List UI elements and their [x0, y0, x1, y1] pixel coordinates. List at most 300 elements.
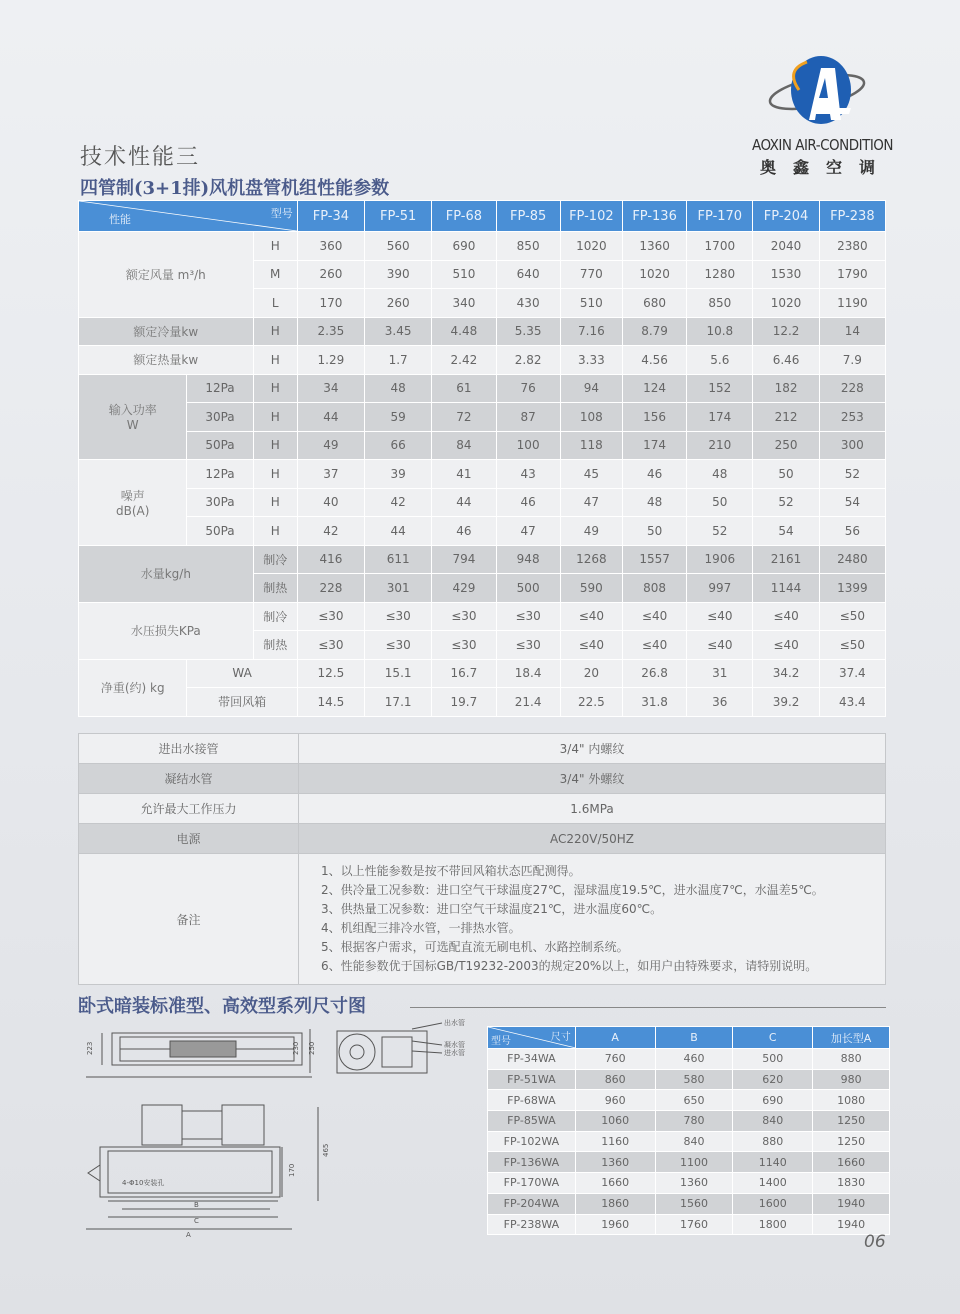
- value-cell: ≤40: [560, 602, 622, 631]
- value-cell: 66: [365, 431, 432, 460]
- value-cell: 41: [432, 460, 496, 489]
- pa-cell: 30Pa: [187, 488, 253, 517]
- value-cell: 34: [297, 374, 364, 403]
- value-cell: 253: [819, 403, 885, 432]
- dim-model-cell: FP-102WA: [488, 1131, 576, 1152]
- value-cell: 1.29: [297, 346, 364, 375]
- value-cell: 52: [819, 460, 885, 489]
- mode-cell: H: [253, 346, 297, 375]
- mode-cell: H: [253, 232, 297, 261]
- spec-value: 1.6MPa: [299, 794, 886, 824]
- mode-cell: H: [253, 431, 297, 460]
- value-cell: 16.7: [432, 659, 496, 688]
- value-cell: 22.5: [560, 688, 622, 717]
- dim-model-cell: FP-68WA: [488, 1090, 576, 1111]
- value-cell: 1906: [687, 545, 753, 574]
- dim-row: [488, 1069, 890, 1090]
- value-cell: 429: [432, 574, 496, 603]
- value-cell: 1399: [819, 574, 885, 603]
- row-label: 水量kg/h: [79, 545, 254, 602]
- value-cell: 1020: [622, 260, 686, 289]
- value-cell: 124: [622, 374, 686, 403]
- value-cell: 2380: [819, 232, 885, 261]
- value-cell: 500: [496, 574, 560, 603]
- pa-cell: 50Pa: [187, 431, 253, 460]
- mode-cell: WA: [187, 659, 297, 688]
- value-cell: 54: [819, 488, 885, 517]
- value-cell: 17.1: [365, 688, 432, 717]
- value-cell: 44: [365, 517, 432, 546]
- dim-value-cell: 880: [813, 1049, 890, 1070]
- note-line: 1、以上性能参数是按不带回风箱状态匹配测得。: [321, 864, 581, 878]
- dim-value-cell: 1800: [733, 1214, 813, 1235]
- value-cell: 31.8: [622, 688, 686, 717]
- dim-model-cell: FP-51WA: [488, 1069, 576, 1090]
- note-line: 2、供冷量工况参数：进口空气干球温度27℃，湿球温度19.5℃，进水温度7℃，水温差5℃。: [321, 883, 824, 897]
- value-cell: 340: [432, 289, 496, 318]
- value-cell: 2161: [753, 545, 819, 574]
- value-cell: 36: [687, 688, 753, 717]
- dim-d4-label: 465: [322, 1143, 330, 1157]
- dimension-title: 卧式暗装标准型、高效型系列尺寸图: [78, 996, 366, 1017]
- value-cell: 260: [365, 289, 432, 318]
- mode-cell: M: [253, 260, 297, 289]
- value-cell: 416: [297, 545, 364, 574]
- value-cell: 1360: [622, 232, 686, 261]
- dim-col-header: A: [575, 1027, 655, 1049]
- dim-value-cell: 1360: [655, 1173, 733, 1194]
- corner-perf-label: 性能: [109, 213, 131, 226]
- dim-value-cell: 580: [655, 1069, 733, 1090]
- dim-value-cell: 860: [575, 1069, 655, 1090]
- dim-value-cell: 1100: [655, 1152, 733, 1173]
- value-cell: ≤40: [687, 631, 753, 660]
- dim-row: [488, 1152, 890, 1173]
- value-cell: 72: [432, 403, 496, 432]
- dim-value-cell: 1600: [733, 1193, 813, 1214]
- model-header: FP-85: [496, 201, 560, 232]
- value-cell: 5.35: [496, 317, 560, 346]
- value-cell: 15.1: [365, 659, 432, 688]
- value-cell: 100: [496, 431, 560, 460]
- dim-value-cell: 960: [575, 1090, 655, 1111]
- dim-d3-label: 250: [308, 1041, 316, 1055]
- dim-value-cell: 880: [733, 1131, 813, 1152]
- value-cell: 52: [687, 517, 753, 546]
- value-cell: 360: [297, 232, 364, 261]
- value-cell: 47: [560, 488, 622, 517]
- noise-label-2: dB(A): [115, 503, 150, 518]
- spec-row: [79, 764, 886, 794]
- value-cell: 611: [365, 545, 432, 574]
- value-cell: 44: [297, 403, 364, 432]
- performance-table-body: [79, 232, 886, 717]
- model-header: FP-51: [365, 201, 432, 232]
- value-cell: 1020: [753, 289, 819, 318]
- model-header: FP-136: [622, 201, 686, 232]
- value-cell: ≤30: [496, 602, 560, 631]
- dim-header-row: [488, 1027, 890, 1049]
- value-cell: 3.45: [365, 317, 432, 346]
- row-label: 额定风量 m³/h: [79, 232, 254, 318]
- value-cell: 5.6: [687, 346, 753, 375]
- dim-row: [488, 1173, 890, 1194]
- value-cell: 48: [687, 460, 753, 489]
- table-row: [79, 688, 886, 717]
- value-cell: 12.5: [297, 659, 364, 688]
- power-label-1: 输入功率: [108, 403, 157, 418]
- value-cell: 1020: [560, 232, 622, 261]
- spec-value: AC220V/50HZ: [299, 824, 886, 854]
- inlet-pipe-label: 进水管: [444, 1049, 465, 1057]
- value-cell: 14.5: [297, 688, 364, 717]
- note-line: 4、机组配三排冷水管，一排热水管。: [321, 921, 521, 935]
- dim-value-cell: 780: [655, 1111, 733, 1132]
- note-line: 5、根据客户需求，可选配直流无刷电机、水路控制系统。: [321, 940, 629, 954]
- dim-row: [488, 1090, 890, 1111]
- mode-cell: 制热: [253, 631, 297, 660]
- title-rule: [410, 1007, 886, 1008]
- dim-d2-label: 230: [292, 1041, 300, 1055]
- dim-corner-cell: [488, 1027, 576, 1049]
- value-cell: ≤50: [819, 602, 885, 631]
- value-cell: 1790: [819, 260, 885, 289]
- mode-cell: 带回风箱: [187, 688, 297, 717]
- pa-cell: 12Pa: [187, 374, 253, 403]
- value-cell: 18.4: [496, 659, 560, 688]
- value-cell: 37.4: [819, 659, 885, 688]
- value-cell: 54: [753, 517, 819, 546]
- dimension-table: [487, 1026, 890, 1235]
- value-cell: 42: [365, 488, 432, 517]
- notes-cell: [299, 854, 886, 985]
- model-header: FP-238: [819, 201, 885, 232]
- table-row: [79, 602, 886, 631]
- value-cell: 56: [819, 517, 885, 546]
- value-cell: 48: [622, 488, 686, 517]
- value-cell: 37: [297, 460, 364, 489]
- value-cell: 590: [560, 574, 622, 603]
- model-header: FP-170: [687, 201, 753, 232]
- value-cell: 52: [753, 488, 819, 517]
- header-corner-cell: [79, 201, 298, 232]
- dim-c-label: C: [194, 1217, 199, 1225]
- value-cell: 1.7: [365, 346, 432, 375]
- spec-label: 进出水接管: [79, 734, 299, 764]
- table-row: [79, 431, 886, 460]
- value-cell: ≤40: [622, 631, 686, 660]
- value-cell: 43.4: [819, 688, 885, 717]
- dim-value-cell: 1400: [733, 1173, 813, 1194]
- pa-cell: 30Pa: [187, 403, 253, 432]
- value-cell: 1530: [753, 260, 819, 289]
- mode-cell: H: [253, 317, 297, 346]
- value-cell: 4.48: [432, 317, 496, 346]
- corner-model-label: 型号: [270, 207, 293, 220]
- mode-cell: H: [253, 460, 297, 489]
- power-label-2: W: [126, 418, 139, 433]
- spec-value: 3/4" 外螺纹: [299, 764, 886, 794]
- mode-cell: 制冷: [253, 545, 297, 574]
- section-title: 技术性能三: [80, 145, 201, 170]
- mode-cell: L: [253, 289, 297, 318]
- value-cell: 2480: [819, 545, 885, 574]
- dim-model-cell: FP-238WA: [488, 1214, 576, 1235]
- pa-cell: 12Pa: [187, 460, 253, 489]
- value-cell: 46: [496, 488, 560, 517]
- row-label: [79, 460, 187, 546]
- mode-cell: H: [253, 403, 297, 432]
- dim-row: [488, 1131, 890, 1152]
- value-cell: 84: [432, 431, 496, 460]
- value-cell: 1700: [687, 232, 753, 261]
- dim-value-cell: 1940: [813, 1214, 890, 1235]
- value-cell: 1144: [753, 574, 819, 603]
- spec-table: [78, 733, 886, 985]
- mode-cell: 制热: [253, 574, 297, 603]
- notes-label: 备注: [79, 854, 299, 985]
- value-cell: ≤30: [297, 631, 364, 660]
- value-cell: 808: [622, 574, 686, 603]
- value-cell: 10.8: [687, 317, 753, 346]
- value-cell: 44: [432, 488, 496, 517]
- value-cell: ≤40: [753, 631, 819, 660]
- value-cell: 7.16: [560, 317, 622, 346]
- value-cell: ≤30: [297, 602, 364, 631]
- dim-value-cell: 1860: [575, 1193, 655, 1214]
- noise-label-1: 噪声: [120, 488, 145, 503]
- table-row: [79, 488, 886, 517]
- dim-col-header: B: [655, 1027, 733, 1049]
- row-label: 额定冷量kw: [79, 317, 254, 346]
- value-cell: 510: [432, 260, 496, 289]
- dim-value-cell: 650: [655, 1090, 733, 1111]
- table-header-row: [79, 201, 886, 232]
- value-cell: 174: [687, 403, 753, 432]
- note-line: 6、性能参数优于国标GB/T19232-2003的规定20%以上，如用户由特殊要求，请特别说明。: [321, 959, 818, 973]
- dim-value-cell: 1660: [575, 1173, 655, 1194]
- value-cell: 170: [297, 289, 364, 318]
- note-line: 3、供热量工况参数：进口空气干球温度21℃，进水温度60℃。: [321, 902, 663, 916]
- value-cell: 43: [496, 460, 560, 489]
- value-cell: 2.35: [297, 317, 364, 346]
- value-cell: 510: [560, 289, 622, 318]
- value-cell: 997: [687, 574, 753, 603]
- dim-value-cell: 620: [733, 1069, 813, 1090]
- brand-name-en: AOXIN AIR-CONDITION: [752, 136, 894, 154]
- table-row: [79, 232, 886, 261]
- row-label: [79, 374, 187, 460]
- value-cell: 50: [622, 517, 686, 546]
- value-cell: 108: [560, 403, 622, 432]
- value-cell: 210: [687, 431, 753, 460]
- dim-a-label: A: [186, 1231, 191, 1239]
- value-cell: 770: [560, 260, 622, 289]
- value-cell: 560: [365, 232, 432, 261]
- dim-d5-label: 170: [288, 1163, 296, 1177]
- value-cell: 640: [496, 260, 560, 289]
- dim-row: [488, 1193, 890, 1214]
- value-cell: 48: [365, 374, 432, 403]
- pa-cell: 50Pa: [187, 517, 253, 546]
- dim-value-cell: 760: [575, 1049, 655, 1070]
- dim-corner-model: 型号: [491, 1036, 511, 1047]
- value-cell: 948: [496, 545, 560, 574]
- value-cell: 19.7: [432, 688, 496, 717]
- mode-cell: H: [253, 517, 297, 546]
- value-cell: 156: [622, 403, 686, 432]
- brand-name-cn: 奥鑫空调: [760, 158, 893, 177]
- value-cell: 301: [365, 574, 432, 603]
- model-header: FP-68: [432, 201, 496, 232]
- dim-model-cell: FP-34WA: [488, 1049, 576, 1070]
- value-cell: 1268: [560, 545, 622, 574]
- value-cell: 20: [560, 659, 622, 688]
- dim-value-cell: 840: [733, 1111, 813, 1132]
- dim-value-cell: 1080: [813, 1090, 890, 1111]
- value-cell: 2040: [753, 232, 819, 261]
- dim-value-cell: 1940: [813, 1193, 890, 1214]
- mount-hole-label: 4-Φ10安装孔: [122, 1179, 165, 1187]
- value-cell: 8.79: [622, 317, 686, 346]
- dim-corner-size: 尺寸: [550, 1032, 571, 1043]
- value-cell: 152: [687, 374, 753, 403]
- value-cell: 182: [753, 374, 819, 403]
- row-label: 额定热量kw: [79, 346, 254, 375]
- value-cell: 46: [622, 460, 686, 489]
- value-cell: 21.4: [496, 688, 560, 717]
- value-cell: ≤40: [622, 602, 686, 631]
- value-cell: 49: [297, 431, 364, 460]
- spec-row: [79, 824, 886, 854]
- dim-model-cell: FP-136WA: [488, 1152, 576, 1173]
- mode-cell: H: [253, 488, 297, 517]
- table-row: [79, 403, 886, 432]
- table-row: [79, 545, 886, 574]
- value-cell: ≤30: [365, 602, 432, 631]
- value-cell: 40: [297, 488, 364, 517]
- spec-value: 3/4" 内螺纹: [299, 734, 886, 764]
- value-cell: ≤30: [432, 631, 496, 660]
- dimension-drawing: [82, 1015, 472, 1245]
- value-cell: 87: [496, 403, 560, 432]
- value-cell: 690: [432, 232, 496, 261]
- dim-row: [488, 1214, 890, 1235]
- value-cell: 59: [365, 403, 432, 432]
- value-cell: ≤30: [432, 602, 496, 631]
- value-cell: ≤40: [687, 602, 753, 631]
- dim-col-header: 加长型A: [813, 1027, 890, 1049]
- value-cell: 2.82: [496, 346, 560, 375]
- value-cell: 42: [297, 517, 364, 546]
- value-cell: 430: [496, 289, 560, 318]
- value-cell: 45: [560, 460, 622, 489]
- table-row: [79, 460, 886, 489]
- value-cell: 6.46: [753, 346, 819, 375]
- dim-value-cell: 1360: [575, 1152, 655, 1173]
- dim-value-cell: 1760: [655, 1214, 733, 1235]
- dimension-table-body: [488, 1049, 890, 1235]
- value-cell: 76: [496, 374, 560, 403]
- spec-label: 允许最大工作压力: [79, 794, 299, 824]
- dim-value-cell: 1660: [813, 1152, 890, 1173]
- value-cell: ≤40: [560, 631, 622, 660]
- dim-value-cell: 1140: [733, 1152, 813, 1173]
- value-cell: 250: [753, 431, 819, 460]
- dim-col-header: C: [733, 1027, 813, 1049]
- page-number: 06: [864, 1232, 886, 1252]
- value-cell: ≤40: [753, 602, 819, 631]
- model-header: FP-204: [753, 201, 819, 232]
- value-cell: 26.8: [622, 659, 686, 688]
- dim-value-cell: 1960: [575, 1214, 655, 1235]
- value-cell: 260: [297, 260, 364, 289]
- value-cell: 50: [753, 460, 819, 489]
- mode-cell: 制冷: [253, 602, 297, 631]
- dim-value-cell: 690: [733, 1090, 813, 1111]
- value-cell: 34.2: [753, 659, 819, 688]
- value-cell: 3.33: [560, 346, 622, 375]
- dim-model-cell: FP-170WA: [488, 1173, 576, 1194]
- value-cell: 228: [297, 574, 364, 603]
- value-cell: 794: [432, 545, 496, 574]
- value-cell: ≤50: [819, 631, 885, 660]
- table-row: [79, 517, 886, 546]
- table-row: [79, 317, 886, 346]
- value-cell: 850: [687, 289, 753, 318]
- dim-value-cell: 1250: [813, 1111, 890, 1132]
- dim-value-cell: 1830: [813, 1173, 890, 1194]
- value-cell: 228: [819, 374, 885, 403]
- table-row: [79, 346, 886, 375]
- dim-value-cell: 1560: [655, 1193, 733, 1214]
- spec-row: [79, 734, 886, 764]
- value-cell: 47: [496, 517, 560, 546]
- value-cell: 680: [622, 289, 686, 318]
- value-cell: 39: [365, 460, 432, 489]
- value-cell: 39.2: [753, 688, 819, 717]
- dim-row: [488, 1111, 890, 1132]
- dim-value-cell: 460: [655, 1049, 733, 1070]
- model-header: FP-34: [297, 201, 364, 232]
- value-cell: 118: [560, 431, 622, 460]
- value-cell: 1280: [687, 260, 753, 289]
- value-cell: 300: [819, 431, 885, 460]
- dim-value-cell: 1060: [575, 1111, 655, 1132]
- table-row: [79, 374, 886, 403]
- outlet-pipe-label: 出水管: [444, 1019, 465, 1027]
- mode-cell: H: [253, 374, 297, 403]
- dim-model-cell: FP-204WA: [488, 1193, 576, 1214]
- row-label: 水压损失KPa: [79, 602, 254, 659]
- dim-b-label: B: [194, 1201, 199, 1209]
- dim-model-cell: FP-85WA: [488, 1111, 576, 1132]
- performance-table: [78, 200, 886, 717]
- dim-d1-label: 223: [86, 1041, 94, 1055]
- value-cell: 2.42: [432, 346, 496, 375]
- value-cell: 390: [365, 260, 432, 289]
- value-cell: 49: [560, 517, 622, 546]
- value-cell: 14: [819, 317, 885, 346]
- value-cell: 4.56: [622, 346, 686, 375]
- value-cell: 850: [496, 232, 560, 261]
- value-cell: ≤30: [365, 631, 432, 660]
- value-cell: 212: [753, 403, 819, 432]
- value-cell: 12.2: [753, 317, 819, 346]
- dim-value-cell: 840: [655, 1131, 733, 1152]
- value-cell: 1190: [819, 289, 885, 318]
- spec-label: 电源: [79, 824, 299, 854]
